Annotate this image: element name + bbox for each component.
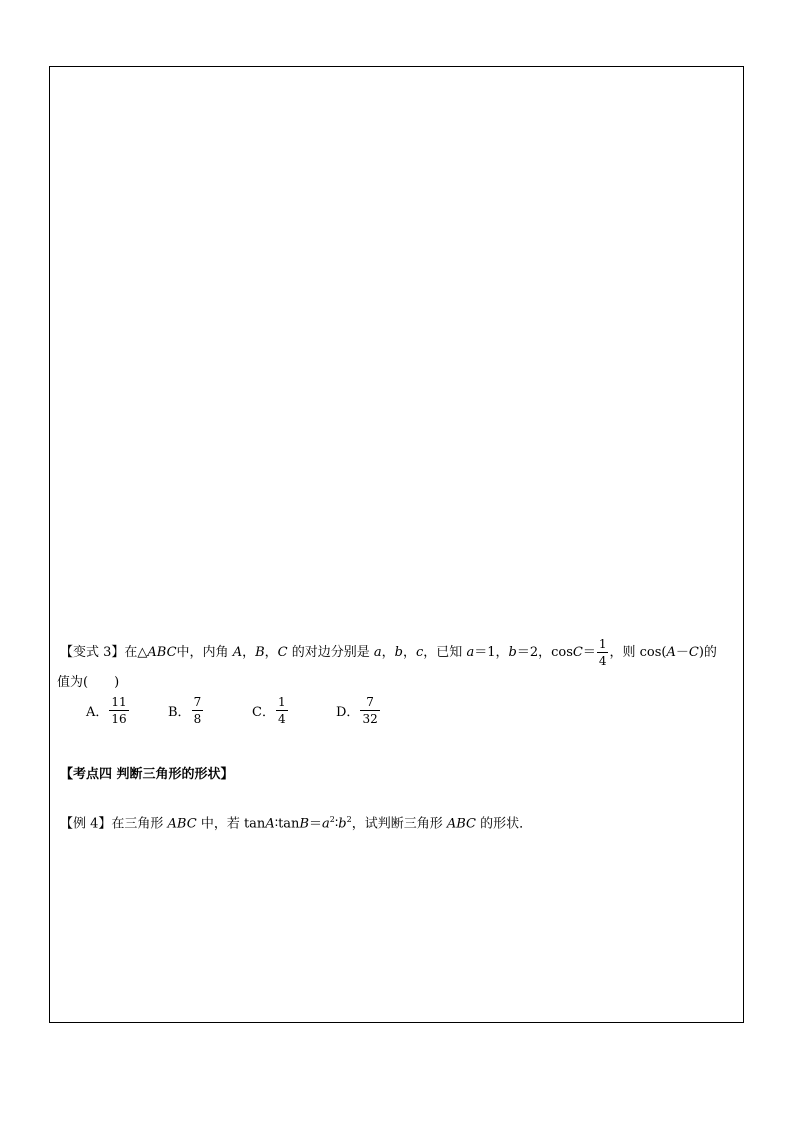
option-c: C． $\frac{1}{4}$ — [252, 695, 286, 726]
variant3-tag: 【变式 3】 — [60, 645, 125, 660]
option-b-fraction: $\frac{7}{8}$ — [193, 695, 202, 726]
content-frame — [49, 66, 744, 1023]
option-a-fraction: $\frac{11}{16}$ — [111, 695, 127, 726]
option-b: B． $\frac{7}{8}$ — [168, 695, 202, 726]
variant3-question-line2: 值为( ) — [57, 675, 120, 690]
example4-tag: 【例 4】 — [60, 816, 112, 832]
option-c-fraction: $\frac{1}{4}$ — [277, 695, 286, 726]
section-heading: 【考点四 判断三角形的形状】 — [60, 767, 234, 782]
example4-question: 【例 4】在三角形 ABC 中，若 $\tan A∶\tan B=a^2∶b^2$，试判断三角形 ABC 的形状． — [60, 815, 533, 832]
option-d-fraction: $\frac{7}{32}$ — [362, 695, 378, 726]
variant3-question-line1: 【变式 3】在△ABC中，内角 A，B，C 的对边分别是 a，b，c，已知 a＝1，b＝2，cosC＝ $\frac{1}{4}$ ，则 cos(A－C)的 — [60, 637, 717, 668]
option-a: A． $\frac{11}{16}$ — [86, 695, 127, 726]
cosC-fraction: $\frac{1}{4}$ — [598, 637, 607, 668]
option-d: D． $\frac{7}{32}$ — [336, 695, 378, 726]
